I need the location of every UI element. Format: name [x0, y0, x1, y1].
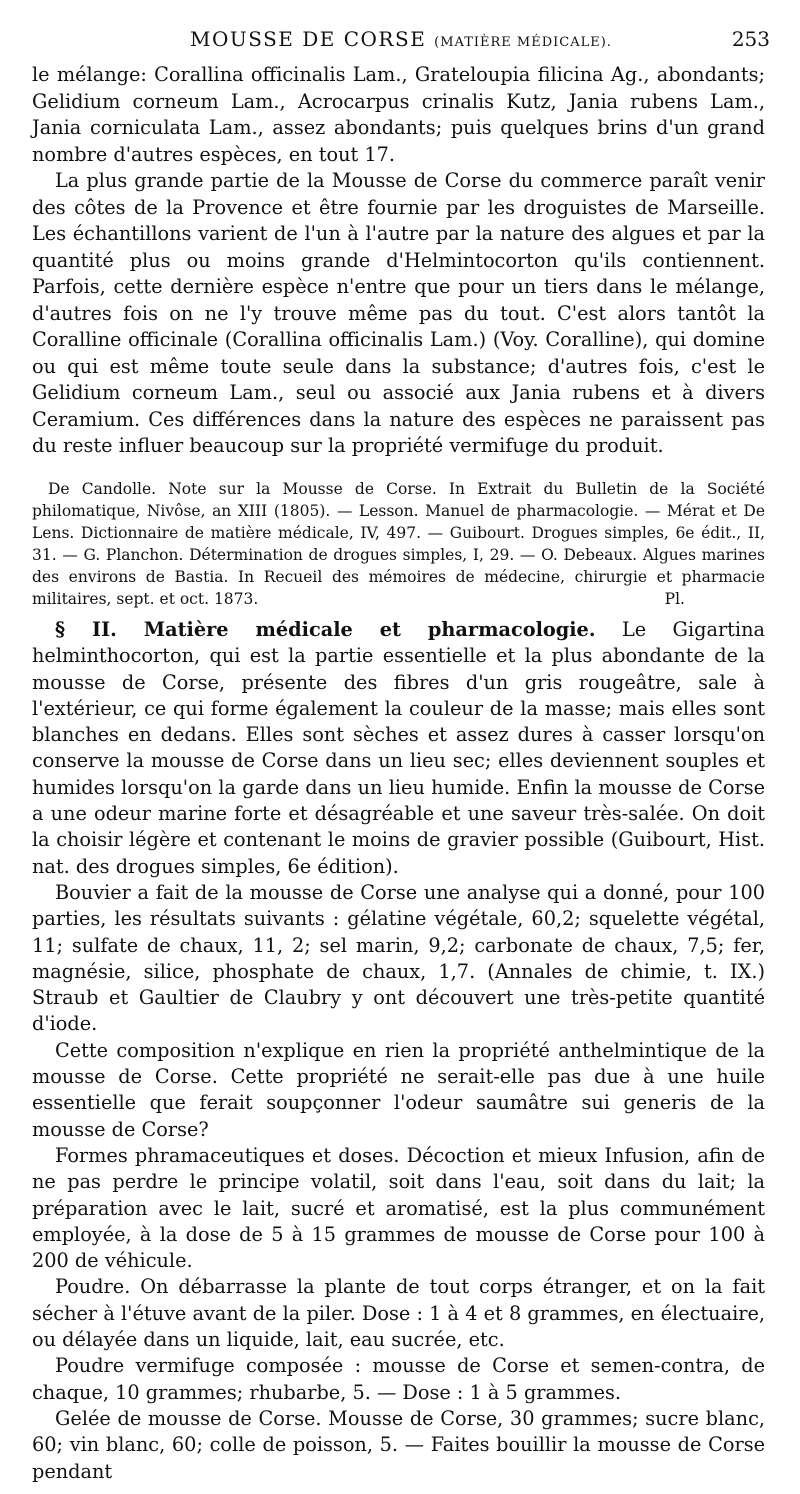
paragraph-origin: La plus grande partie de la Mousse de Corse du commerce paraît venir des côtes de la Provence et être fournie par les droguistes de Marseille. Les échantillons varient de l'un à l'autre par la nature des algues et par la quantité plus ou moins grande d'Helmintocorton qu'ils contiennent. Parfois, cette dernière espèce n'entre que pour un tiers dans le mélange, d'autres fois on ne l'y trouve même pas du tout. C'est alors tantôt la Coralline officinale (Corallina officinalis Lam.) (Voy. Coralline), qui domine ou qui est même toute seule dans la substance; d'autres fois, c'est le Gelidium corneum Lam., seul ou associé aux Jania rubens et à divers Ceramium. Ces différences dans la nature des espèces ne paraissent pas du reste influer beaucoup sur la propriété vermifuge du produit. [32, 169, 765, 457]
running-subtitle: (MATIÈRE MÉDICALE). [434, 35, 612, 50]
section-2-text [32, 617, 765, 1485]
paragraph-powder: Poudre. On débarrasse la plante de tout corps étranger, et on la fait sécher à l'étuve avant de la piler. Dose : 1 à 4 et 8 grammes, en électuaire, ou délayée dans un liquide, lait, eau sucrée, etc. [32, 1275, 765, 1352]
page-number: 253 [731, 27, 770, 51]
author-signature: Pl. [664, 590, 685, 608]
running-title: MOUSSE DE CORSE (MATIÈRE MÉDICALE). [190, 27, 612, 51]
paragraph-composition: Cette composition n'explique en rien la propriété anthelmintique de la mousse de Corse. Cette propriété ne serait-elle pas due à une huile essentielle que ferait soupçonner l'odeur saumâtre sui generis de la mousse de Corse? [32, 1038, 765, 1141]
paragraph-description: § II. Matière médicale et pharmacologie. Le Gigartina helminthocorton, qui est la partie essentielle et la plus abondante de la mousse de Corse, présente des fibres d'un gris rougeâtre, sale à l'extérieur, ce qui forme également la couleur de la masse; mais elles sont blanches en dedans. Elles sont sèches et assez dures à casser lorsqu'on conserve la mousse de Corse dans un lieu sec; elles deviennent souples et humides lorsqu'on la garde dans un lieu humide. Enfin la mousse de Corse a une odeur marine forte et désagréable et une saveur très-salée. On doit la choisir légère et contenant le moins de gravier possible (Guibourt, Hist. nat. des drogues simples, 6e édition). [32, 618, 765, 878]
section-1-text [32, 62, 765, 460]
paragraph-species-list: le mélange: Corallina officinalis Lam., Grateloupia filicina Ag., abondants; Gelidium corneum Lam., Acrocarpus crinalis Kutz, Jania rubens Lam., Jania corniculata Lam., assez abondants; puis quelques brins d'un grand nombre d'autres espèces, en tout 17. [32, 63, 765, 166]
paragraph-analysis: Bouvier a fait de la mousse de Corse une analyse qui a donné, pour 100 parties, les résultats suivants : gélatine végétale, 60,2; squelette végétal, 11; sulfate de chaux, 11, 2; sel marin, 9,2; carbonate de chaux, 7,5; fer, magnésie, silice, phosphate de chaux, 1,7. (Annales de chimie, t. IX.) Straub et Gaultier de Claubry y ont découvert une très-petite quantité d'iode. [32, 880, 765, 1036]
paragraph-vermifuge-powder: Poudre vermifuge composée : mousse de Corse et semen-contra, de chaque, 10 grammes; rhubarbe, 5. — Dose : 1 à 5 grammes. [32, 1354, 765, 1404]
paragraph-jelly: Gelée de mousse de Corse. Mousse de Corse, 30 grammes; sucre blanc, 60; vin blanc, 60; colle de poisson, 5. — Faites bouillir la mousse de Corse pendant [32, 1406, 765, 1483]
bibliography-text: De Candolle. Note sur la Mousse de Corse. In Extrait du Bulletin de la Société philomatique, Nivôse, an XIII (1805). — Lesson. Manuel de pharmacologie. — Mérat et De Lens. Dictionnaire de matière médicale, IV, 497. — Guibourt. Drogues simples, 6e édit., II, 31. — G. Planchon. Détermination de drogues simples, I, 29. — O. Debeaux. Algues marines des environs de Bastia. In Recueil des mémoires de médecine, chirurgie et pharmacie militaires, sept. et oct. 1873. [32, 480, 765, 608]
section-heading: § II. Matière médicale et pharmacologie. [55, 618, 596, 641]
paragraph-forms-doses: Formes phramaceutiques et doses. Décoction et mieux Infusion, afin de ne pas perdre le principe volatil, soit dans l'eau, soit dans du lait; la préparation avec le lait, sucré et aromatisé, est la plus communément employée, à la dose de 5 à 15 grammes de mousse de Corse pour 100 à 200 de véhicule. [32, 1143, 765, 1273]
running-header [40, 27, 770, 57]
bibliography [32, 478, 765, 610]
